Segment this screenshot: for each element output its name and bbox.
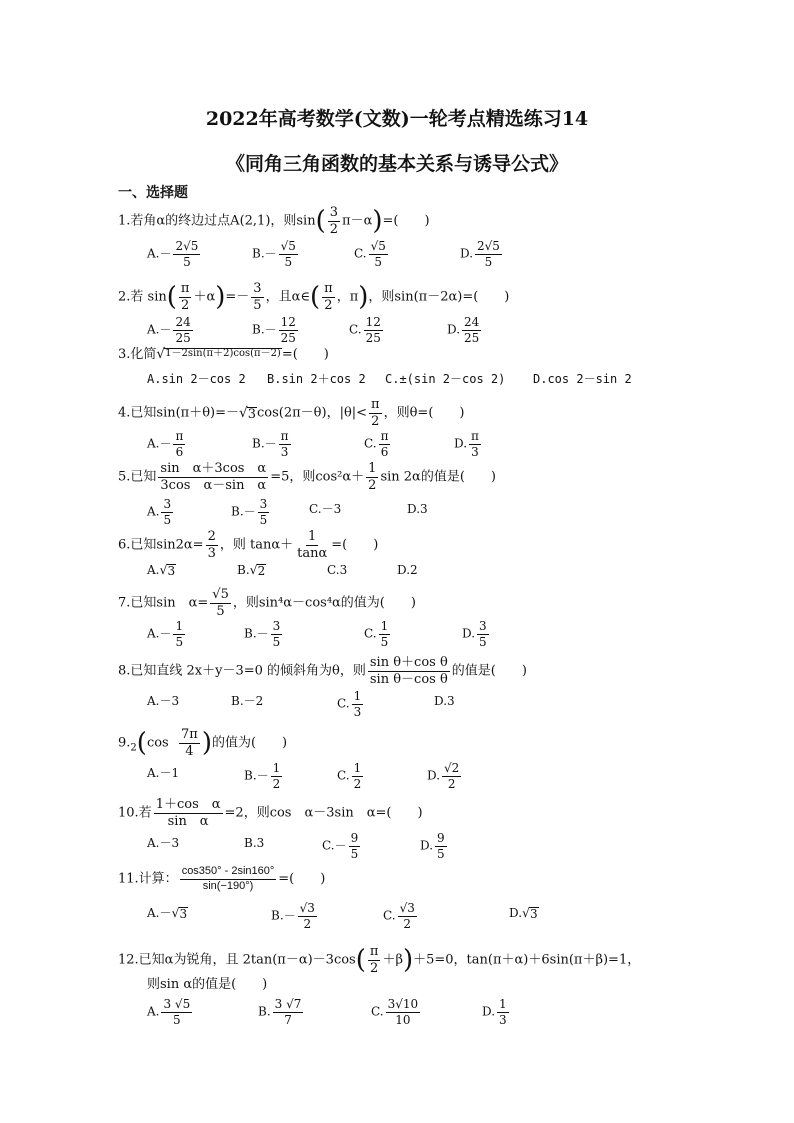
option-a: A.－ √ 3 — [147, 905, 188, 921]
option-d: D. $\frac{1}{3}$ — [482, 997, 507, 1027]
option-b: B.－ $\frac{√3}{2}$ — [271, 901, 315, 931]
question-3: 3.化简 √ 1－2sin(π＋2)cos(π－2) =( ) — [118, 346, 329, 362]
question-5: 5.已知 $\frac{\text{sin α＋3cos α}}{\text{3cos α－sin α}}$ =5，则cos²α＋ $\frac{1}{2}$ sin 2α的值是( ) — [118, 461, 496, 493]
option-c: C.－3 — [309, 502, 342, 516]
option-a: A. $\frac{3 √5}{5}$ — [147, 997, 191, 1027]
option-c: C.±(sin 2－cos 2) — [385, 372, 506, 386]
option-d: D. $\frac{24}{25}$ — [447, 315, 480, 345]
option-c: C. $\frac{√3}{2}$ — [383, 901, 415, 931]
option-d: D. $\frac{\pi}{3}$ — [454, 429, 479, 459]
option-b: B. √ 2 — [237, 562, 266, 578]
option-a: A. $\frac{3}{5}$ — [147, 497, 172, 527]
option-b: B.－2 — [231, 694, 264, 708]
option-c: C. $\frac{1}{2}$ — [337, 761, 362, 791]
option-b: B.－ $\frac{\pi}{3}$ — [252, 429, 289, 459]
option-a: A.－ $\frac{24}{25}$ — [147, 315, 191, 345]
option-a: A.－ $\frac{2√5}{5}$ — [147, 239, 199, 269]
option-c: C.3 — [327, 563, 348, 577]
option-a: A.－3 — [147, 836, 180, 850]
option-d: D.3 — [434, 694, 455, 708]
option-a: A.sin 2－cos 2 — [147, 372, 246, 386]
option-d: D.2 — [397, 563, 418, 577]
option-b: B.－ $\frac{√5}{5}$ — [252, 239, 296, 269]
question-9: $9._2(\cos$ $\frac{7\pi}{4}$ )的值为( ) — [118, 727, 288, 759]
option-d: D.cos 2－sin 2 — [533, 372, 632, 386]
question-1: 1.若角α的终边过点A(2,1)，则sin( $\frac{3}{2}$ π－α)=( ) — [118, 205, 430, 237]
page-title: 2022年高考数学(文数)一轮考点精选练习14 — [205, 108, 589, 130]
option-c: C. $\frac{12}{25}$ — [349, 315, 381, 345]
option-c: C. $\frac{\pi}{6}$ — [364, 429, 389, 459]
question-12: 12.已知α为锐角，且 2tan(π－α)－3cos( $\frac{\pi}{2}$ ＋β)＋5=0，tan(π＋α)＋6sin(π＋β)=1， — [118, 944, 641, 976]
option-d: D. √ 3 — [509, 905, 538, 921]
option-b: B.－ $\frac{3}{5}$ — [244, 619, 281, 649]
option-d: D.3 — [407, 502, 428, 516]
option-c: C. $\frac{√5}{5}$ — [354, 239, 386, 269]
option-b: B.－ $\frac{12}{25}$ — [252, 315, 296, 345]
option-b: B.－ $\frac{3}{5}$ — [231, 497, 268, 527]
option-c: C. $\frac{3√10}{10}$ — [371, 997, 419, 1027]
option-c: C. $\frac{1}{5}$ — [364, 619, 389, 649]
option-d: D. $\frac{2√5}{5}$ — [460, 239, 500, 269]
page-subtitle: 《同角三角函数的基本关系与诱导公式》 — [225, 153, 568, 175]
option-c: C.－ $\frac{9}{5}$ — [322, 831, 359, 861]
option-a: A.－ $\frac{1}{5}$ — [147, 619, 184, 649]
option-d: D. $\frac{√2}{2}$ — [427, 761, 460, 791]
question-6: 6.已知sin2α= $\frac{2}{3}$ ，则 tanα＋ $\frac{1}{\tan\alpha}$ =( ) — [118, 529, 379, 561]
option-a: A. √ 3 — [147, 562, 176, 578]
option-d: D. $\frac{9}{5}$ — [420, 831, 445, 861]
question-4: 4.已知sin(π＋θ)=－ √ 3 cos(2π－θ)，|θ|< $\frac{\pi}{2}$ ，则θ=( ) — [118, 397, 465, 429]
option-b: B. $\frac{3 √7}{7}$ — [258, 997, 302, 1027]
question-7: 7.已知sin α= $\frac{√5}{5}$ ，则sin⁴α－cos⁴α的值为( ) — [118, 587, 416, 619]
option-b: B.sin 2＋cos 2 — [267, 372, 366, 386]
question-8: 8.已知直线 2x＋y－3=0 的倾斜角为θ，则 $\frac{\text{sin θ＋cos θ}}{\text{sin θ－cos θ}}$ 的值是( ) — [118, 655, 527, 687]
option-a: A.－1 — [147, 766, 180, 780]
option-a: A.－ $\frac{\pi}{6}$ — [147, 429, 184, 459]
question-10: 10.若 $\frac{\text{1＋cos α}}{\text{sin α}}$ =2，则cos α－3sin α=( ) — [118, 797, 423, 829]
option-a: A.－3 — [147, 694, 180, 708]
question-2: 2.若 sin( $\frac{\pi}{2}$ ＋α)=－ $\frac{3}{5}$ ，且α∈( $\frac{\pi}{2}$ ，π)，则sin(π－2α)=( ) — [118, 281, 510, 313]
option-d: D. $\frac{3}{5}$ — [462, 619, 487, 649]
section-heading: 一、选择题 — [118, 185, 188, 201]
option-c: C. $\frac{1}{3}$ — [337, 689, 362, 719]
option-b: B.3 — [244, 836, 265, 850]
question-12-line2: 则sin α的值是( ) — [147, 977, 268, 992]
option-b: B.－ $\frac{1}{2}$ — [244, 761, 281, 791]
question-11: 11.计算： $\frac{\cos 350^\circ - 2\sin 160^\circ}{\sin(-190^\circ)}$ =( ) — [118, 865, 326, 892]
